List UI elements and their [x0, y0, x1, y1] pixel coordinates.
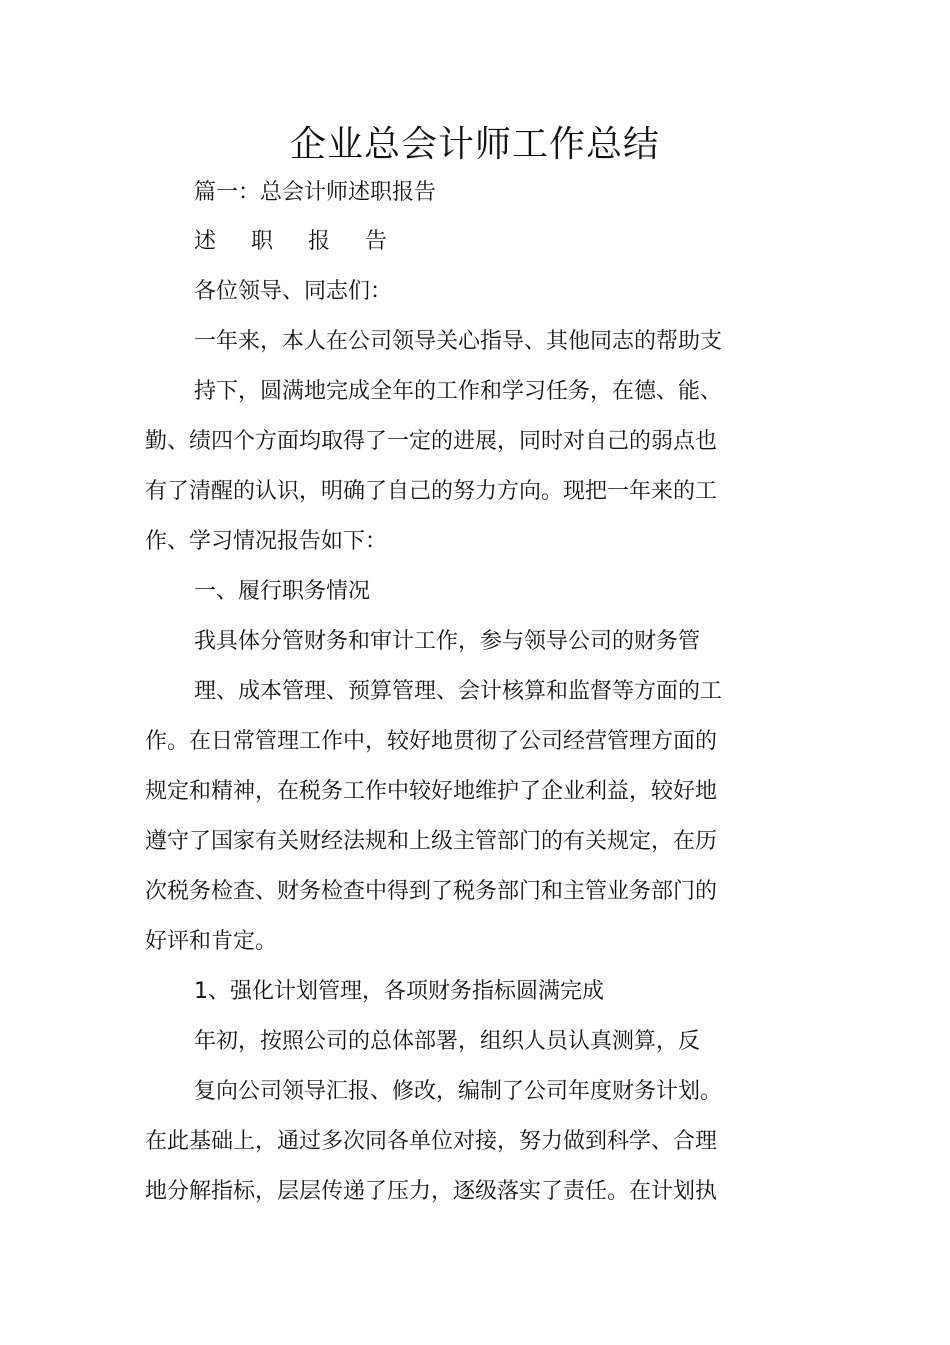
paragraph-line: 持下，圆满地完成全年的工作和学习任务，在德、能、 [194, 379, 723, 404]
paragraph-line: 年初，按照公司的总体部署，组织人员认真测算，反 [194, 1029, 701, 1054]
paragraph-line: 次税务检查、财务检查中得到了税务部门和主管业务部门的 [145, 879, 718, 904]
report-heading-line: 述 职 报 告 [194, 229, 401, 254]
salutation-line: 各位领导、同志们： [194, 279, 393, 304]
paragraph-line: 作、学习情况报告如下： [145, 529, 388, 554]
paragraph-line: 理、成本管理、预算管理、会计核算和监督等方面的工 [194, 679, 723, 704]
paragraph-line: 一年来，本人在公司领导关心指导、其他同志的帮助支 [194, 329, 723, 354]
paragraph-line: 勤、绩四个方面均取得了一定的进展，同时对自己的弱点也 [145, 429, 718, 454]
paragraph-line: 地分解指标，层层传递了压力，逐级落实了责任。在计划执 [145, 1179, 718, 1204]
subsection-heading-line: 一、履行职务情况 [194, 579, 371, 604]
paragraph-line: 在此基础上，通过多次同各单位对接，努力做到科学、合理 [145, 1129, 718, 1154]
paragraph-line: 复向公司领导汇报、修改，编制了公司年度财务计划。 [194, 1079, 723, 1104]
paragraph-line: 规定和精神，在税务工作中较好地维护了企业利益，较好地 [145, 779, 718, 804]
document-title: 企业总会计师工作总结 [289, 124, 660, 165]
paragraph-line: 我具体分管财务和审计工作，参与领导公司的财务管 [194, 629, 701, 654]
paragraph-line: 作。在日常管理工作中，较好地贯彻了公司经营管理方面的 [145, 729, 718, 754]
paragraph-line: 有了清醒的认识，明确了自己的努力方向。现把一年来的工 [145, 479, 718, 504]
section-heading-line: 篇一：总会计师述职报告 [194, 180, 437, 205]
paragraph-line: 好评和肯定。 [145, 929, 278, 954]
subsection-heading-line: 1、强化计划管理，各项财务指标圆满完成 [194, 979, 604, 1004]
paragraph-line: 遵守了国家有关财经法规和上级主管部门的有关规定，在历 [145, 829, 718, 854]
